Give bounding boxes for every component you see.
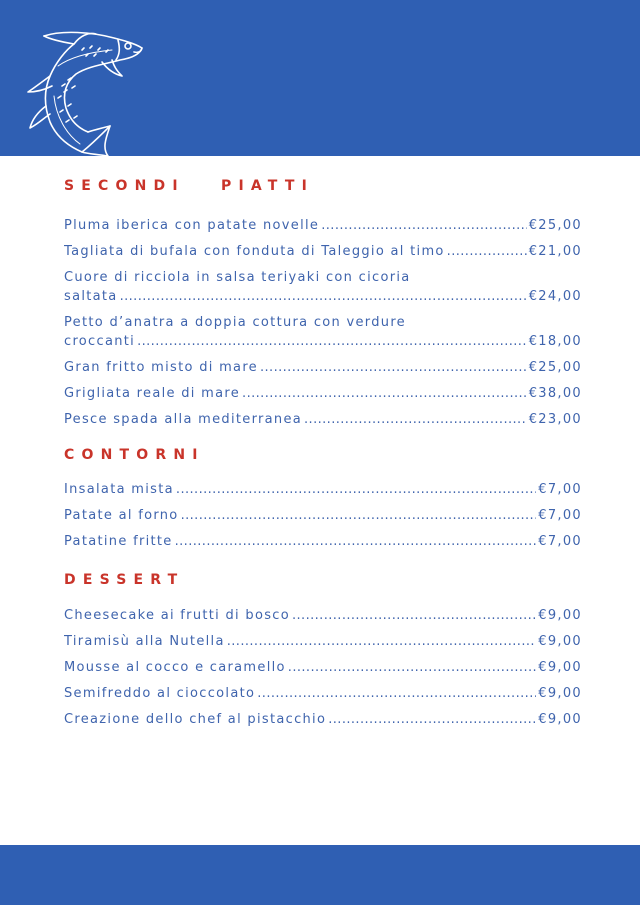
dot-leader xyxy=(304,410,527,429)
menu-item xyxy=(64,384,582,403)
dessert-list xyxy=(64,606,582,736)
menu-item-name: Gran fritto misto di mare xyxy=(64,360,258,375)
menu-item-name: Tiramisù alla Nutella xyxy=(64,634,225,649)
dot-leader xyxy=(120,287,527,306)
menu-item-price: €9,00 xyxy=(538,712,582,727)
menu-item-name: Creazione dello chef al pistacchio xyxy=(64,712,327,727)
dot-leader xyxy=(175,532,537,551)
dot-leader xyxy=(242,384,527,403)
dot-leader xyxy=(321,216,526,235)
footer-band xyxy=(0,845,640,905)
menu-item-price: €25,00 xyxy=(528,360,582,375)
header-band xyxy=(0,0,640,156)
menu-item-name: Semifreddo al cioccolato xyxy=(64,686,256,701)
menu-item-price: €9,00 xyxy=(538,634,582,649)
menu-item xyxy=(64,410,582,429)
menu-item-name-line1: Cuore di ricciola in salsa teriyaki con cicoria xyxy=(64,270,411,285)
menu-item-name: Patatine fritte xyxy=(64,534,173,549)
menu-item-price: €7,00 xyxy=(538,508,582,523)
menu-item-price: €23,00 xyxy=(528,412,582,427)
menu-item-name: Insalata mista xyxy=(64,482,174,497)
menu-item-name: saltata xyxy=(64,289,118,304)
menu-item xyxy=(64,710,582,729)
section-title-dessert: DESSERT xyxy=(64,572,185,588)
menu-item-price: €9,00 xyxy=(538,608,582,623)
menu-item-name: croccanti xyxy=(64,334,136,349)
menu-item-price: €7,00 xyxy=(538,482,582,497)
menu-item-name: Cheesecake ai frutti di bosco xyxy=(64,608,290,623)
section-title-secondi: SECONDI PIATTI xyxy=(64,178,315,194)
menu-item xyxy=(64,480,582,499)
menu-item-name: Patate al forno xyxy=(64,508,179,523)
menu-item xyxy=(64,216,582,235)
menu-item-name: Pesce spada alla mediterranea xyxy=(64,412,303,427)
dot-leader xyxy=(447,242,527,261)
secondi-list xyxy=(64,216,582,436)
menu-item-price: €7,00 xyxy=(538,534,582,549)
menu-item xyxy=(64,358,582,377)
menu-item xyxy=(64,606,582,625)
menu-item xyxy=(64,268,582,306)
menu-item-price: €18,00 xyxy=(528,334,582,349)
menu-item-name-line1: Petto d’anatra a doppia cottura con verdure xyxy=(64,315,406,330)
contorni-list xyxy=(64,480,582,558)
menu-item-name: Pluma iberica con patate novelle xyxy=(64,218,320,233)
menu-item xyxy=(64,313,582,351)
menu-item-name: Mousse al cocco e caramello xyxy=(64,660,286,675)
dot-leader xyxy=(328,710,536,729)
dot-leader xyxy=(227,632,537,651)
menu-item xyxy=(64,658,582,677)
leaping-fish-icon xyxy=(22,26,147,156)
menu-item-price: €25,00 xyxy=(528,218,582,233)
menu-item xyxy=(64,632,582,651)
menu-item-price: €9,00 xyxy=(538,660,582,675)
dot-leader xyxy=(288,658,537,677)
menu-item-price: €21,00 xyxy=(528,244,582,259)
dot-leader xyxy=(260,358,527,377)
dot-leader xyxy=(176,480,536,499)
dot-leader xyxy=(292,606,536,625)
menu-item-price: €38,00 xyxy=(528,386,582,401)
menu-item-name: Grigliata reale di mare xyxy=(64,386,241,401)
menu-item xyxy=(64,506,582,525)
dot-leader xyxy=(181,506,537,525)
dot-leader xyxy=(257,684,536,703)
menu-item-name: Tagliata di bufala con fonduta di Taleggio al timo xyxy=(64,244,445,259)
menu-item-price: €24,00 xyxy=(528,289,582,304)
menu-item xyxy=(64,242,582,261)
dot-leader xyxy=(137,332,527,351)
section-title-contorni: CONTORNI xyxy=(64,447,205,463)
menu-item-price: €9,00 xyxy=(538,686,582,701)
menu-item xyxy=(64,684,582,703)
menu-item xyxy=(64,532,582,551)
